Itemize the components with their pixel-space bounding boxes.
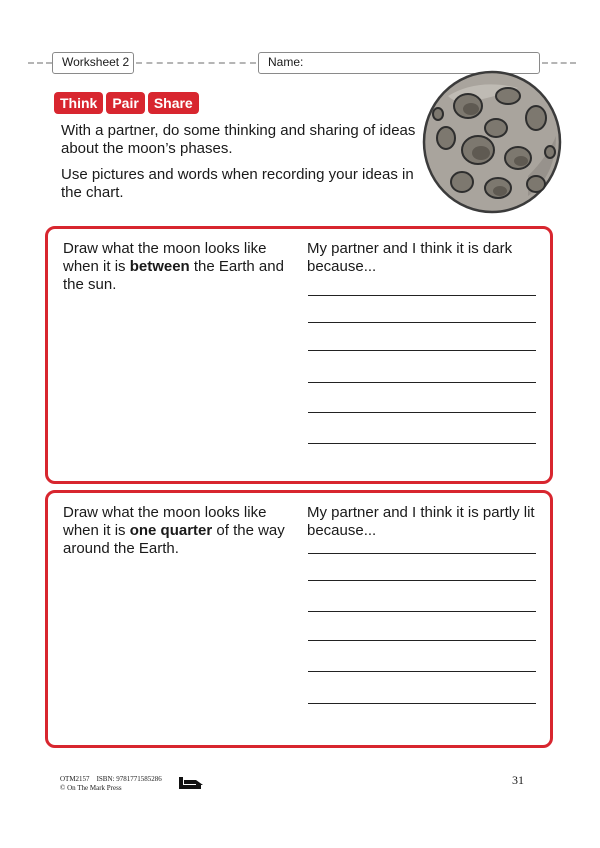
box1-answer-line[interactable] [308, 322, 536, 323]
moon-phase-box-2 [45, 490, 553, 748]
moon-phase-box-1 [45, 226, 553, 484]
footer-code: OTM2157 [60, 775, 90, 783]
worksheet-label-text: Worksheet 2 [62, 55, 130, 69]
tps-think: Think [54, 92, 103, 114]
box1-answer-line[interactable] [308, 350, 536, 351]
box1-prompt-after: the Earth and the sun. [63, 258, 284, 293]
worksheet-label [52, 52, 134, 74]
footer-publication-info [60, 775, 162, 793]
tps-share: Share [148, 92, 199, 114]
intro-paragraph-2: Use pictures and words when recording your ideas in the chart. [61, 166, 414, 201]
footer-isbn: ISBN: 9781771585286 [96, 775, 162, 783]
box2-answer-line[interactable] [308, 553, 536, 554]
box2-answer-line[interactable] [308, 580, 536, 581]
box2-answer-line[interactable] [308, 703, 536, 704]
box1-prompt-bold: between [129, 258, 190, 275]
box1-prompt-before: Draw what the moon looks like when it is [63, 240, 267, 275]
box1-reason-prompt: My partner and I think it is dark because... [307, 240, 513, 275]
name-label: Name: [268, 55, 304, 69]
think-pair-share-badge [54, 92, 199, 114]
header-dash-middle [136, 62, 256, 64]
box2-answer-line[interactable] [308, 640, 536, 641]
box2-drawing-prompt[interactable] [63, 504, 298, 558]
intro-paragraph-1: With a partner, do some thinking and sharing of ideas about the moon’s phases. [61, 122, 416, 157]
publisher-logo-icon [178, 776, 204, 790]
footer-copyright: © On The Mark Press [60, 784, 122, 792]
box1-answer-line[interactable] [308, 443, 536, 444]
box2-prompt-after: of the way around the Earth. [63, 522, 285, 557]
box1-answer-line[interactable] [308, 412, 536, 413]
page-number: 31 [512, 773, 524, 787]
header-dash-right [542, 62, 576, 64]
box2-answer-line[interactable] [308, 611, 536, 612]
box1-answer-line[interactable] [308, 382, 536, 383]
box2-reason-prompt: My partner and I think it is partly lit because... [307, 504, 535, 539]
box2-prompt-bold: one quarter [129, 522, 213, 539]
box2-prompt-before: Draw what the moon looks like when it is [63, 504, 267, 539]
box1-drawing-prompt[interactable] [63, 240, 298, 294]
box1-answer-line[interactable] [308, 295, 536, 296]
moon-illustration [418, 66, 566, 218]
header-dash-left [28, 62, 52, 64]
box2-answer-line[interactable] [308, 671, 536, 672]
tps-pair: Pair [106, 92, 144, 114]
